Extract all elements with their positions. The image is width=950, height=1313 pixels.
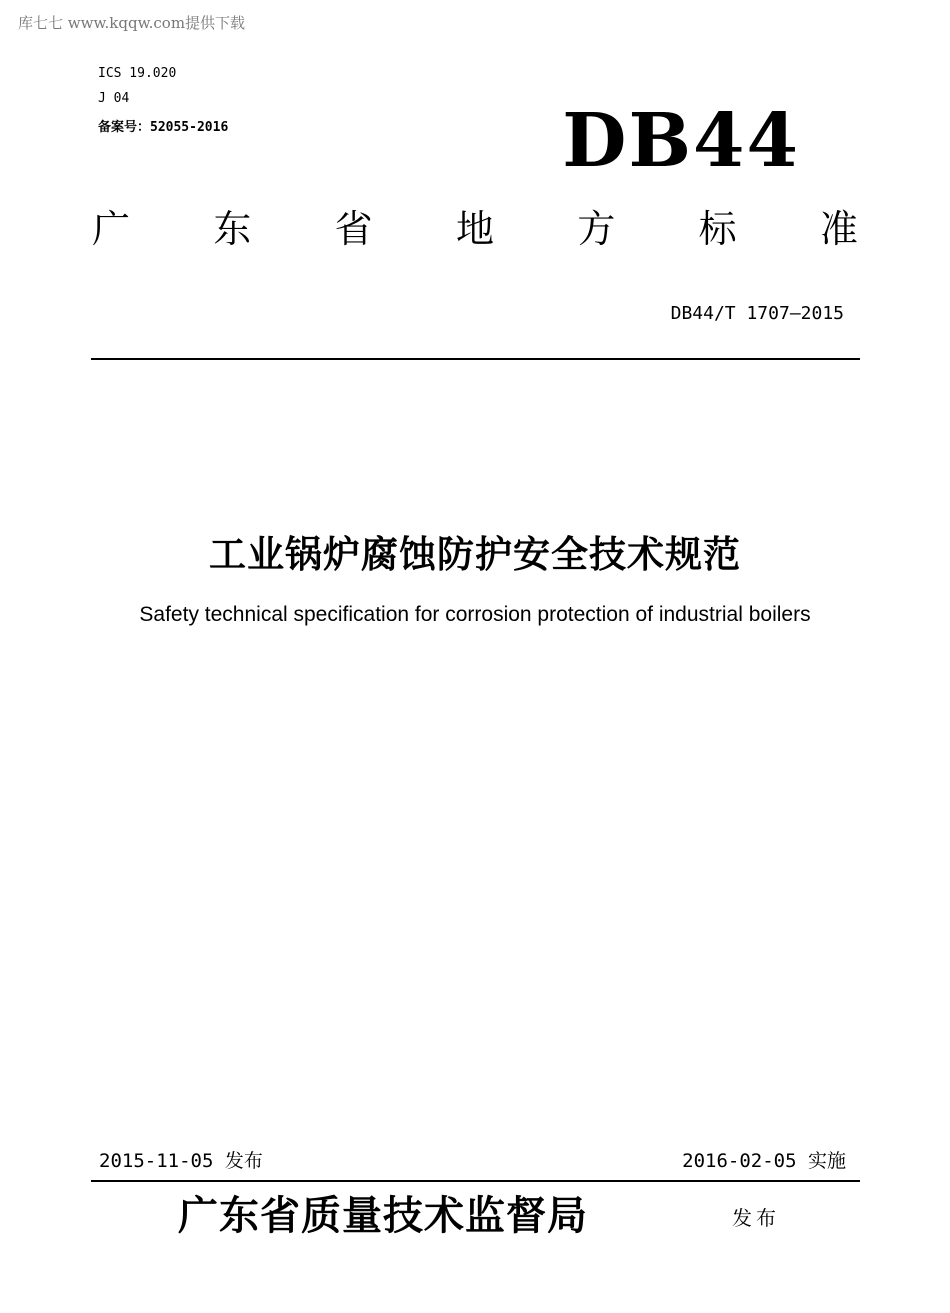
implement-date: 2016-02-05 实施 [682, 1150, 846, 1172]
issuer-name: 广东省质量技术监督局 [178, 1192, 588, 1239]
province-standard-title [92, 207, 858, 251]
standard-mark: DB44 [562, 98, 800, 184]
province-title-char: 标 [698, 207, 737, 251]
record-number: 备案号：52055-2016 [98, 120, 229, 135]
watermark: 库七七 www.kqqw.com提供下载 [18, 14, 246, 32]
province-title-char: 东 [213, 207, 252, 251]
top-divider [91, 358, 860, 360]
classification-code: J 04 [98, 91, 130, 106]
standard-number: DB44/T 1707—2015 [670, 303, 844, 324]
title-chinese: 工业锅炉腐蚀防护安全技术规范 [209, 533, 741, 576]
province-title-char: 地 [455, 207, 494, 251]
ics-code: ICS 19.020 [98, 66, 177, 81]
province-title-char: 准 [819, 207, 858, 251]
province-title-char: 方 [577, 207, 616, 251]
publish-date: 2015-11-05 发布 [99, 1150, 263, 1172]
bottom-divider [91, 1180, 860, 1182]
title-english: Safety technical specification for corrosion protection of industrial boilers [139, 603, 811, 626]
province-title-char: 广 [92, 207, 131, 251]
issuer-suffix: 发布 [732, 1206, 780, 1230]
province-title-char: 省 [334, 207, 373, 251]
